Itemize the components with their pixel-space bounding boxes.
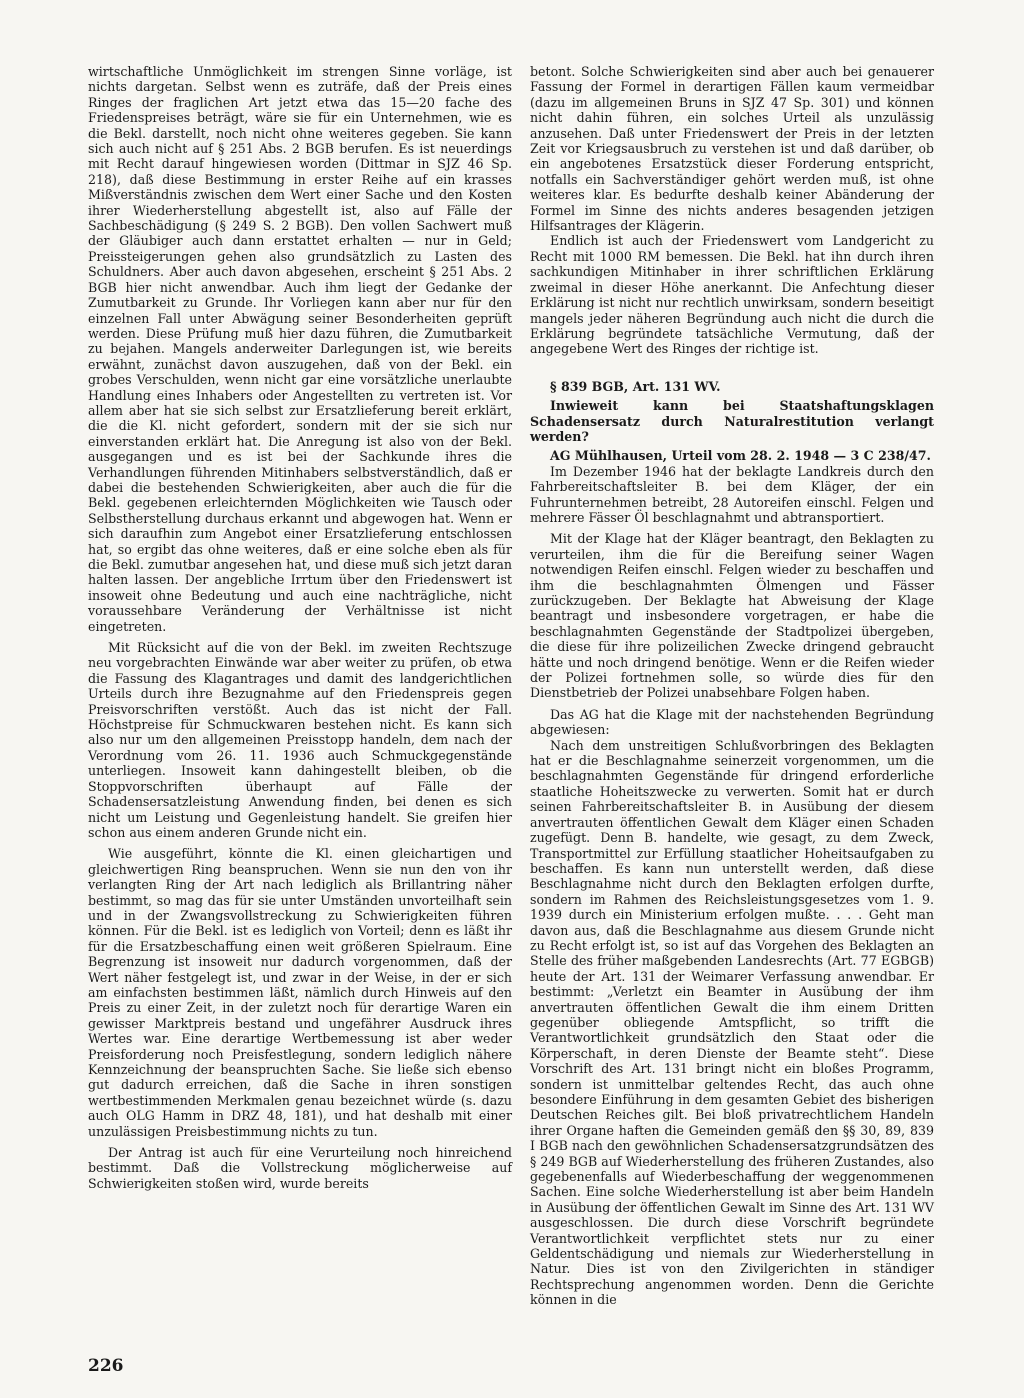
paragraph: Das AG hat die Klage mit der nachstehenden Begründung abgewiesen: bbox=[530, 706, 934, 738]
page-number: 226 bbox=[88, 1356, 124, 1376]
section-question: Inwieweit kann bei Staatshaftungsklagen Schadensersatz durch Naturalrestitution verlangt werden? bbox=[530, 398, 934, 444]
section-heading: § 839 BGB, Art. 131 WV. bbox=[550, 378, 721, 394]
paragraph: Mit der Klage hat der Kläger beantragt, den Beklagten zu verurteilen, ihm die für die Bereifung seiner Wagen notwendigen Reifen einschl. Felgen wieder zu beschaffen und ihm die beschlagnahmten Ölmengen und Fässer zurückzugeben. Der Beklagte hat Abweisung der Klage beantragt und insbesondere vorgetragen, er habe die beschlagnahmten Gegenstände der Stadtpolizei übergeben, die diese für ihre polizeilichen Zwecke dringend gebraucht hätte und noch dringend benötige. Wenn er die Reifen wieder der Polizei fortnehmen solle, so würde dies für den Dienstbetrieb der Polizei unabsehbare Folgen haben. bbox=[530, 531, 934, 701]
paragraph: betont. Solche Schwierigkeiten sind aber auch bei genauerer Fassung der Formel in derartigen Fällen kaum vermeidbar (dazu im allgemeinen Bruns in SJZ 47 Sp. 301) und können nicht dahin führen, ein solches Urteil als unzulässig anzusehen. Daß unter Friedenswert der Preis in der letzten Zeit vor Kriegsausbruch zu verstehen ist und daß darüber, ob ein angebotenes Ersatzstück dieser Forderung entspricht, notfalls ein Sachverständiger gehört werden muß, ist ohne weiteres klar. Es bedurfte deshalb keiner Abänderung der Formel im Sinne des nichts anderes besagenden jetzigen Hilfsantrages der Klägerin. bbox=[530, 64, 934, 234]
paragraph: Wie ausgeführt, könnte die Kl. einen gleichartigen und gleichwertigen Ring beanspruchen. Wenn sie nun den von ihr verlangten Ring der Art nach lediglich als Brillantring näher bestimmt, so mag das für sie unter Umständen unvorteilhaft sein und in der Zwangsvollstreckung zu Schwierigkeiten führen können. Für die Bekl. ist es lediglich von Vorteil; denn es läßt ihr für die Ersatzbeschaffung einen weit größeren Spielraum. Eine Begrenzung ist insoweit nur dadurch vorgenommen, daß der Wert näher festgelegt ist, und zwar in der Weise, in der er sich am einfachsten bestimmen läßt, nämlich durch Hinweis auf den Preis zu einer Zeit, in der zuletzt noch für derartige Waren ein gewisser Marktpreis bestand und ungefährer Ausdruck ihres Wertes war. Eine derartige Wertbemessung ist aber weder Preisforderung noch Preisfestlegung, sondern lediglich nähere Kennzeichnung der beanspruchten Sache. Sie ließe sich ebenso gut dadurch erreichen, daß die Sache in ihren sonstigen wertbestimmenden Merkmalen genau bezeichnet würde (s. dazu auch OLG Hamm in DRZ 48, 181), und hat deshalb mit einer unzulässigen Preisbestimmung nichts zu tun. bbox=[88, 846, 512, 1139]
paragraph: Mit Rücksicht auf die von der Bekl. im zweiten Rechtszuge neu vorgebrachten Einwände war aber weiter zu prüfen, ob etwa die Fassung des Klagantrages und damit des landgerichtlichen Urteils durch ihre Bezugnahme auf den Friedenspreis gegen Preisvorschriften verstößt. Auch das ist nicht der Fall. Höchstpreise für Schmuckwaren bestehen nicht. Es kann sich also nur um den allgemeinen Preisstopp handeln, dem nach der Verordnung vom 26. 11. 1936 auch Schmuckgegenstände unterliegen. Insoweit kann dahingestellt bleiben, ob die Stoppvorschriften überhaupt auf Fälle der Schadensersatzleistung Anwendung finden, bei denen es sich nicht um Leistung und Gegenleistung handelt. Sie greifen hier schon aus einem anderen Grunde nicht ein. bbox=[88, 640, 512, 840]
court-citation: AG Mühlhausen, Urteil vom 28. 2. 1948 — 3 C 238/47. bbox=[550, 448, 931, 464]
left-column bbox=[88, 64, 512, 1191]
paragraph: Endlich ist auch der Friedenswert vom Landgericht zu Recht mit 1000 RM bemessen. Die Bekl. hat ihn durch ihren sachkundigen Mitinhaber in ihrer schriftlichen Erklärung zweimal in dieser Höhe anerkannt. Die Anfechtung dieser Erklärung ist nicht nur rechtlich unwirksam, sondern beseitigt mangels jeder näheren Begründung auch nicht die durch die Erklärung begründete tatsächliche Vermutung, daß der angegebene Wert des Ringes der richtige ist. bbox=[530, 233, 934, 357]
paragraph: Nach dem unstreitigen Schlußvorbringen des Beklagten hat er die Beschlagnahme seinerzeit vorgenommen, um die beschlagnahmten Gegenstände für dringend erforderliche staatliche Hoheitszwecke zu verwerten. Somit hat er durch seinen Fahrbereitschaftsleiter B. in Ausübung der diesem anvertrauten öffentlichen Gewalt dem Kläger einen Schaden zugefügt. Denn B. handelte, wie gesagt, zu dem Zweck, Transportmittel zur Erfüllung staatlicher Hoheitsaufgaben zu beschaffen. Es kann nun unterstellt werden, daß diese Beschlagnahme nicht durch den Beklagten erfolgen durfte, sondern im Rahmen des Reichsleistungsgesetzes vom 1. 9. 1939 durch ein Ministerium erfolgen mußte. . . . Geht man davon aus, daß die Beschlagnahme aus diesem Grunde nicht zu Recht erfolgt ist, so ist auf das Vorgehen des Beklagten an Stelle des früher maßgebenden Landesrechts (Art. 77 EGBGB) heute der Art. 131 der Weimarer Verfassung anwendbar. Er bestimmt: „Verletzt ein Beamter in Ausübung der ihm anvertrauten öffentlichen Gewalt die ihm einem Dritten gegenüber obliegende Amtspflicht, so trifft die Verantwortlichkeit grundsätzlich den Staat oder die Körperschaft, in deren Dienste der Beamte steht“. Diese Vorschrift des Art. 131 bringt nicht ein bloßes Programm, sondern ist unmittelbar geltendes Recht, das auch ohne besondere Einführung in dem gesamten Gebiet des bisherigen Deutschen Reiches gilt. Bei bloß privatrechtlichem Handeln ihrer Organe haften die Gemeinden gemäß den §§ 30, 89, 839 I BGB nach den gewöhnlichen Schadensersatzgrundsätzen des § 249 BGB auf Wiederherstellung des früheren Zustandes, also gegebenenfalls auf Wiederbeschaffung der weggenommenen Sachen. Eine solche Wiederherstellung ist aber beim Handeln in Ausübung der öffentlichen Gewalt im Sinne des Art. 131 WV ausgeschlossen. Die durch diese Vorschrift begründete Verantwortlichkeit verpflichtet stets nur zu einer Geldentschädigung und niemals zur Wiederherstellung in Natur. Dies ist von den Zivilgerichten in ständiger Rechtsprechung angenommen worden. Denn die Gerichte können in die bbox=[530, 737, 934, 1308]
paragraph: Im Dezember 1946 hat der beklagte Landkreis durch den Fahrbereitschaftsleiter B. bei dem Kläger, der ein Fuhrunternehmen betreibt, 28 Autoreifen einschl. Felgen und mehrere Fässer Öl beschlagnahmt und abtransportiert. bbox=[530, 463, 934, 525]
paragraph: wirtschaftliche Unmöglichkeit im strengen Sinne vorläge, ist nichts dargetan. Selbst wenn es zuträfe, daß der Preis eines Ringes der fraglichen Art jetzt etwa das 15—20 fache des Friedenspreises beträgt, wäre sie für ein Unternehmen, wie es die Bekl. darstellt, noch nicht ohne weiteres gegeben. Sie kann sich auch nicht auf § 251 Abs. 2 BGB berufen. Es ist neuerdings mit Recht darauf hingewiesen worden (Dittmar in SJZ 46 Sp. 218), daß diese Bestimmung in erster Reihe auf ein krasses Mißverständnis zwischen dem Wert einer Sache und den Kosten ihrer Wiederherstellung abgestellt ist, also auf Fälle der Sachbeschädigung (§ 249 S. 2 BGB). Den vollen Sachwert muß der Gläubiger auch dann erstattet erhalten — nur in Geld; Preissteigerungen gehen also grundsätzlich zu Lasten des Schuldners. Aber auch davon abgesehen, erscheint § 251 Abs. 2 BGB hier nicht anwendbar. Auch ihm liegt der Gedanke der Zumutbarkeit zu Grunde. Ihr Vorliegen kann aber nur für den einzelnen Fall unter Abwägung seiner Besonderheiten geprüft werden. Diese Prüfung muß hier dazu führen, die Zumutbarkeit zu bejahen. Mangels anderweiter Darlegungen ist, wie bereits erwähnt, zunächst davon auszugehen, daß von der Bekl. ein grobes Verschulden, wenn nicht gar eine vorsätzliche unerlaubte Handlung eines Inhabers oder Angestellten zu vertreten ist. Vor allem aber hat sie sich selbst zur Ersatzlieferung bereit erklärt, die die Kl. nicht gefordert, sondern mit der sie sich nur einverstanden erklärt hat. Die Anregung ist also von der Bekl. ausgegangen und es ist bei der Sachkunde ihres die Verhandlungen führenden Mitinhabers selbstverständlich, daß er dabei die bestehenden Schwierigkeiten, aber auch die für die Bekl. gegebenen erleichternden Möglichkeiten wie Tausch oder Selbstherstellung durchaus erkannt und abgewogen hat. Wenn er sich daraufhin zum Angebot einer Ersatzlieferung entschlossen hat, so ergibt das ohne weiteres, daß er eine solche eben als für die Bekl. zumutbar angesehen hat, und diese muß sich jetzt daran halten lassen. Der angebliche Irrtum über den Friedenswert ist insoweit ohne Bedeutung und auch eine nachträgliche, nicht voraussehbare Veränderung der Verhältnisse ist nicht eingetreten. bbox=[88, 64, 512, 634]
right-column bbox=[530, 64, 934, 1308]
paragraph: Der Antrag ist auch für eine Verurteilung noch hinreichend bestimmt. Daß die Vollstreckung möglicherweise auf Schwierigkeiten stoßen wird, wurde bereits bbox=[88, 1145, 512, 1191]
